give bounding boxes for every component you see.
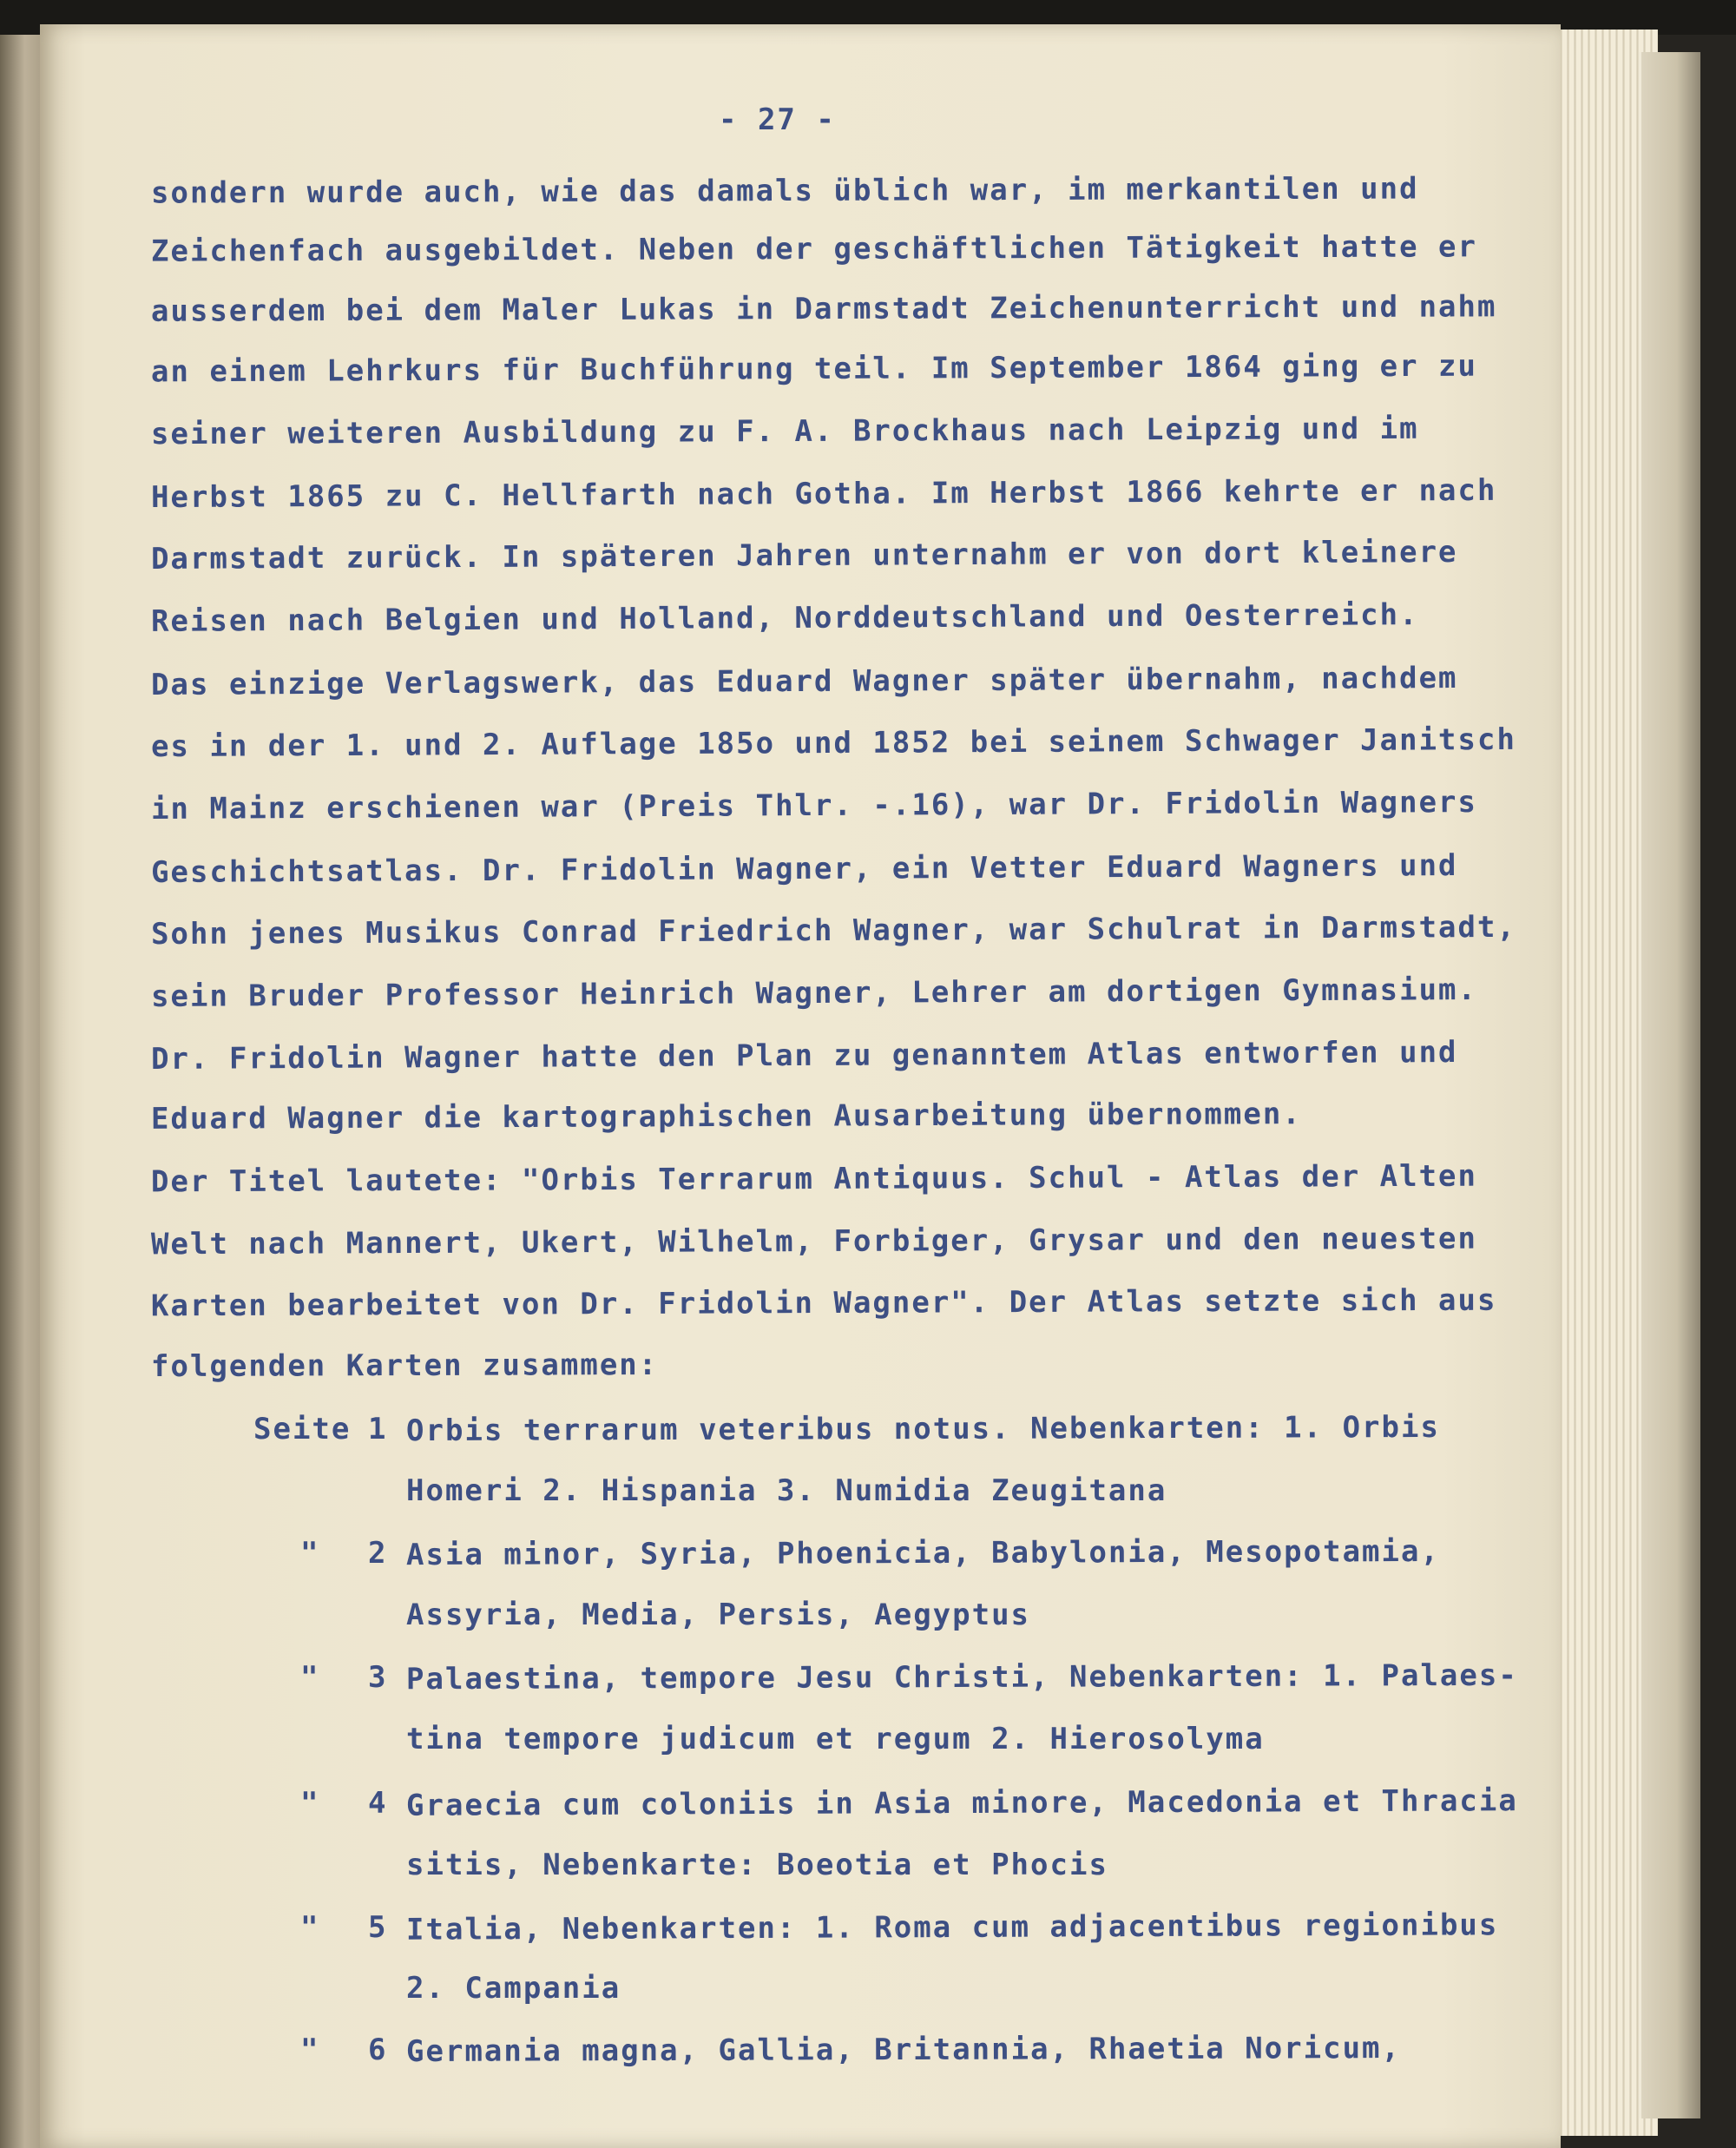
paragraph-line: Eduard Wagner die kartographischen Ausarbeitung übernommen. (150, 1097, 1302, 1137)
paragraph-line: Herbst 1865 zu C. Hellfarth nach Gotha. Im Herbst 1866 kehrte er nach (150, 472, 1497, 516)
paragraph-line: folgenden Karten zusammen: (150, 1347, 659, 1385)
paragraph-line: Geschichtsatlas. Dr. Fridolin Wagner, ein Vetter Eduard Wagners und (150, 848, 1458, 890)
entry-text: Palaestina, tempore Jesu Christi, Nebenkarten: 1. Palaes- (405, 1657, 1518, 1697)
entry-continuation: Homeri 2. Hispania 3. Numidia Zeugitana (406, 1473, 1167, 1508)
ditto-mark: " (300, 1786, 320, 1821)
paragraph-line: Der Titel lautete: "Orbis Terrarum Antiquus. Schul - Atlas der Alten (150, 1158, 1478, 1200)
entry-page-number: 5 (368, 1910, 388, 1945)
paragraph-line: sondern wurde auch, wie das damals üblich war, im merkantilen und (150, 171, 1419, 211)
entry-page-number: 3 (368, 1660, 388, 1695)
paragraph-line: in Mainz erschienen war (Preis Thlr. -.16), war Dr. Fridolin Wagners (150, 785, 1478, 827)
entry-continuation: 2. Campania (406, 1971, 621, 2006)
entry-prefix: Seite (253, 1412, 352, 1446)
paragraph-line: Welt nach Mannert, Ukert, Wilhelm, Forbiger, Grysar und den neuesten (150, 1221, 1478, 1262)
entry-page-number: 2 (368, 1536, 388, 1571)
paragraph-line: Darmstadt zurück. In späteren Jahren unternahm er von dort kleinere (150, 535, 1458, 577)
paragraph-line: Reisen nach Belgien und Holland, Norddeutschland und Oesterreich. (150, 597, 1419, 639)
entry-text: Asia minor, Syria, Phoenicia, Babylonia, Mesopotamia, (405, 1533, 1440, 1573)
entry-text: Germania magna, Gallia, Britannia, Rhaetia Noricum, (405, 2031, 1402, 2069)
entry-text: Graecia cum coloniis in Asia minore, Macedonia et Thracia (405, 1783, 1518, 1823)
ditto-mark: " (300, 2033, 320, 2067)
ditto-mark: " (300, 1536, 320, 1571)
paragraph-line: Das einzige Verlagswerk, das Eduard Wagner später übernahm, nachdem (150, 661, 1458, 702)
entry-page-number: 4 (368, 1786, 388, 1821)
paragraph-line: seiner weiteren Ausbildung zu F. A. Brockhaus nach Leipzig und im (150, 411, 1419, 452)
entry-continuation: sitis, Nebenkarte: Boeotia et Phocis (406, 1848, 1108, 1882)
paragraph-line: es in der 1. und 2. Auflage 185o und 1852 bei seinem Schwager Janitsch (150, 721, 1516, 765)
paragraph-line: Dr. Fridolin Wagner hatte den Plan zu genanntem Atlas entworfen und (150, 1035, 1458, 1077)
ditto-mark: " (300, 1910, 320, 1945)
entry-page-number: 1 (368, 1412, 388, 1446)
paragraph-line: Sohn jenes Musikus Conrad Friedrich Wagner, war Schulrat in Darmstadt, (150, 909, 1516, 952)
paragraph-line: Zeichenfach ausgebildet. Neben der geschäftlichen Tätigkeit hatte er (150, 229, 1478, 269)
entry-continuation: tina tempore judicum et regum 2. Hierosolyma (406, 1722, 1265, 1756)
entry-text: Orbis terrarum veteribus notus. Nebenkarten: 1. Orbis (405, 1409, 1440, 1449)
entry-continuation: Assyria, Media, Persis, Aegyptus (406, 1598, 1031, 1632)
paragraph-line: sein Bruder Professor Heinrich Wagner, Lehrer am dortigen Gymnasium. (150, 972, 1478, 1014)
paragraph-line: an einem Lehrkurs für Buchführung teil. Im September 1864 ging er zu (150, 348, 1478, 390)
entry-page-number: 6 (368, 2033, 388, 2067)
ditto-mark: " (300, 1660, 320, 1695)
paragraph-line: ausserdem bei dem Maler Lukas in Darmstadt Zeichenunterricht und nahm (150, 289, 1497, 329)
page-number: - 27 - (719, 102, 836, 137)
paragraph-line: Karten bearbeitet von Dr. Fridolin Wagner". Der Atlas setzte sich aus (150, 1282, 1497, 1324)
entry-text: Italia, Nebenkarten: 1. Roma cum adjacentibus regionibus (405, 1908, 1499, 1947)
